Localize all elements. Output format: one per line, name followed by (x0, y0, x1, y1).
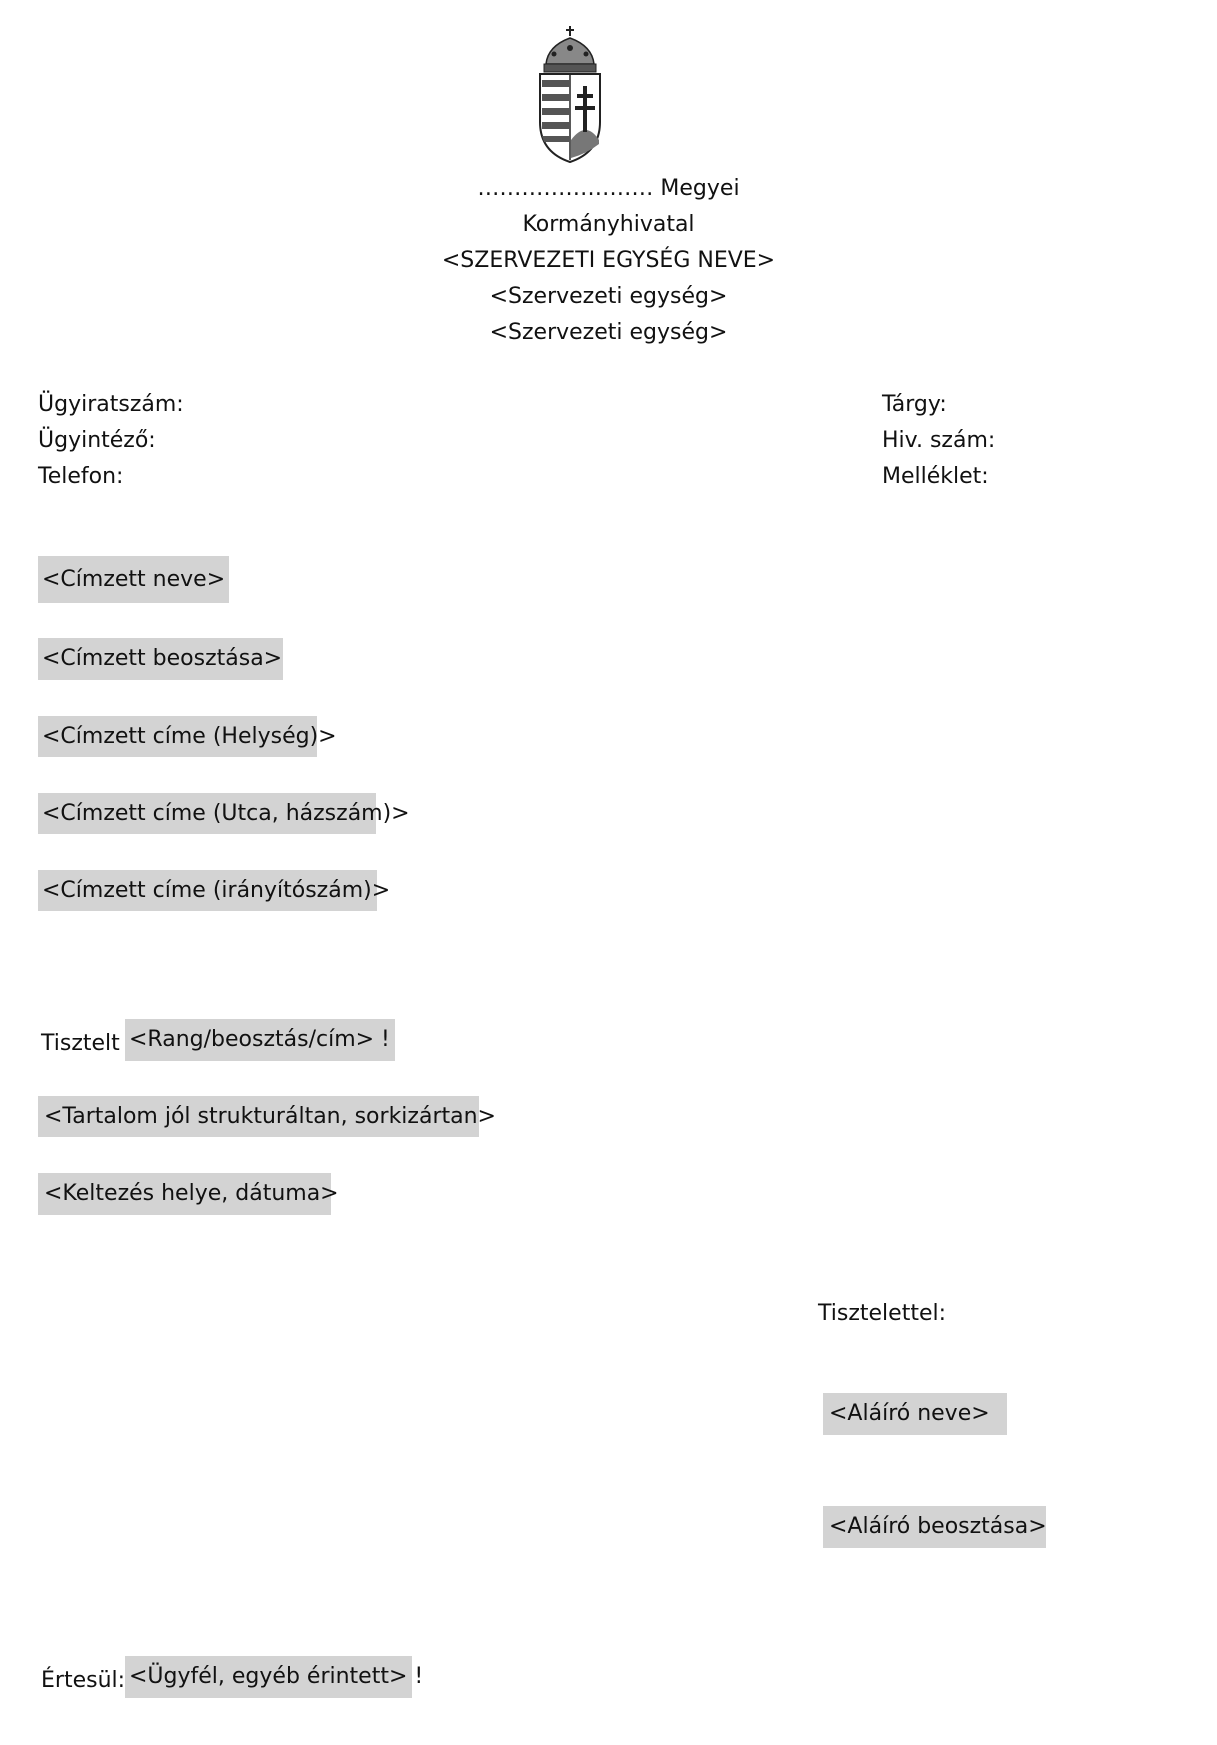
recipient-title-field[interactable]: <Címzett beosztása> (38, 638, 283, 680)
case-number-label: Ügyiratszám: (38, 392, 184, 417)
subject-label: Tárgy: (882, 392, 947, 417)
recipient-street-field[interactable]: <Címzett címe (Utca, házszám)> (38, 793, 376, 834)
unit-name-1: <Szervezeti egység> (489, 284, 728, 309)
office-name: Kormányhivatal (522, 212, 695, 237)
county-office-line: …………………… Megyei (477, 176, 740, 201)
recipient-name-field[interactable]: <Címzett neve> (38, 556, 229, 603)
recipient-city-field[interactable]: <Címzett címe (Helység)> (38, 716, 317, 757)
content-field[interactable]: <Tartalom jól strukturáltan, sorkizártan> (38, 1096, 479, 1137)
closing-text: Tisztelettel: (818, 1301, 947, 1326)
greeting-prefix: Tisztelt (41, 1031, 120, 1056)
unit-name-upper: <SZERVEZETI EGYSÉG NEVE> (441, 248, 776, 273)
coat-of-arms-icon (536, 24, 604, 164)
signer-name-field[interactable]: <Aláíró neve> (823, 1393, 1007, 1435)
attachment-label: Melléklet: (882, 464, 989, 489)
greeting-placeholder-field[interactable]: <Rang/beosztás/cím> ! (125, 1019, 395, 1061)
unit-name-2: <Szervezeti egység> (489, 320, 728, 345)
phone-label: Telefon: (38, 464, 124, 489)
notify-prefix: Értesül: (41, 1668, 126, 1693)
recipient-zip-field[interactable]: <Címzett címe (irányítószám)> (38, 870, 377, 911)
date-place-field[interactable]: <Keltezés helye, dátuma> (38, 1173, 331, 1215)
reference-number-label: Hiv. szám: (882, 428, 996, 453)
case-handler-label: Ügyintéző: (38, 428, 156, 453)
notify-placeholder-field[interactable]: <Ügyfél, egyéb érintett> ! (125, 1656, 412, 1698)
signer-title-field[interactable]: <Aláíró beosztása> (823, 1506, 1046, 1548)
